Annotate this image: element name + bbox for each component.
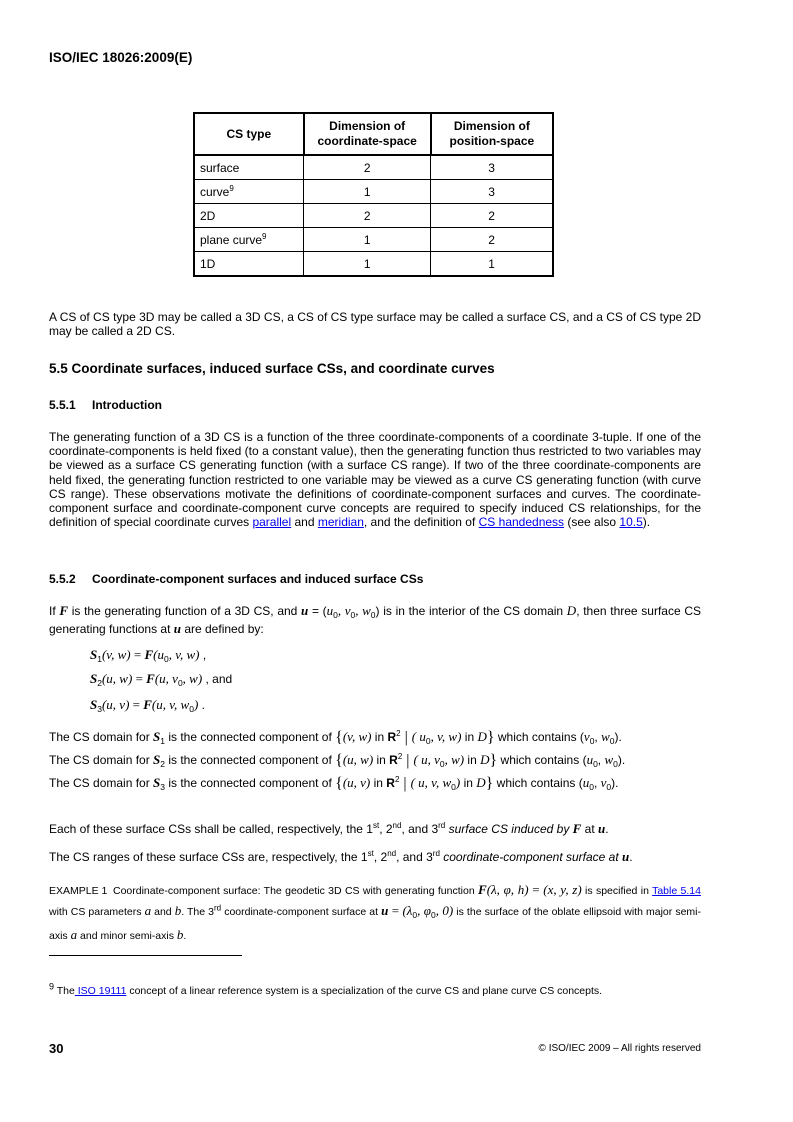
brace-close: } — [489, 752, 498, 769]
math-S: S — [153, 729, 161, 744]
cell-cs-type — [194, 155, 304, 180]
math-u: u — [598, 821, 606, 836]
math-S: S — [153, 775, 161, 790]
text: in — [371, 730, 388, 744]
ordinal: st — [372, 821, 380, 830]
header-line: position-space — [449, 134, 535, 148]
brace-close: } — [485, 775, 494, 792]
math-pair: (v, w) — [342, 729, 372, 744]
footnote-divider — [49, 955, 242, 956]
math-F: F — [144, 647, 154, 662]
header-line: Dimension of — [453, 119, 530, 133]
cs-type-label: 2D — [200, 208, 216, 223]
body-text: The generating function of a 3D CS is a function of the three coordinate-components of a coordinate 3-tuple. If one of the coordinate-components is held fixed (to a constant value), then the generating function thus restricted to two variables may be viewed as a surface CS generating function (with a surface CS range). If two of the three coordinate-components are held fixed, the generating function restricted to one variable may be viewed as a curve CS generating function (with curve CS range). These observations motivate the definitions of coordinate-component surfaces and curves. The coordinate-component surface and coordinate-component curve concepts are required to specify induced CS relationships, for the definition of special coordinate curves — [49, 430, 701, 530]
math-R: R — [387, 730, 397, 744]
math-F: F — [143, 697, 152, 712]
text: is the connected component of — [165, 753, 336, 767]
text: , 2 — [379, 822, 393, 836]
subscript: 0 — [439, 759, 445, 769]
math-u: u — [301, 603, 309, 618]
subscript: 0 — [177, 678, 183, 688]
text: in — [461, 730, 478, 744]
brace-open: { — [335, 775, 343, 792]
text: , and the definition of — [363, 515, 479, 530]
cs-ranges-paragraph — [49, 850, 701, 864]
cell-coordinate-dimension: 1 — [304, 228, 431, 252]
cell-coordinate-dimension: 1 — [304, 180, 431, 204]
subscript: 1 — [97, 654, 102, 664]
text: , — [199, 648, 207, 662]
cell-coordinate-dimension: 2 — [304, 155, 431, 180]
math-S: S — [90, 647, 98, 662]
link-meridian[interactable]: meridian — [317, 515, 364, 530]
text: at — [581, 822, 599, 836]
induced-surface-paragraph — [49, 822, 701, 836]
math-cond: ) — [455, 775, 461, 790]
text: concept of a linear reference system is a specialization of the curve CS and plane curve CS concepts. — [126, 985, 603, 997]
math-F: F — [59, 603, 69, 618]
text: . — [605, 822, 609, 836]
text: = ( — [308, 604, 327, 618]
text: is the connected component of — [165, 730, 336, 744]
divider-bar: | — [400, 729, 412, 746]
ordinal: rd — [214, 903, 222, 913]
text: and minor semi-axis — [77, 930, 177, 942]
section-5-5-2-heading — [49, 572, 423, 586]
math-u: u — [173, 621, 181, 637]
copyright-notice: © ISO/IEC 2009 – All rights reserved — [538, 1043, 701, 1054]
text: which contains ( — [497, 753, 587, 767]
math-args: (u — [153, 647, 164, 662]
math-R: R — [386, 776, 395, 790]
ordinal: rd — [438, 821, 446, 830]
math-var: v — [600, 775, 607, 790]
math-args: , v, w) — [168, 647, 200, 662]
header-coordinate-space — [304, 113, 431, 155]
math-var: w — [601, 729, 610, 744]
math-cond: ( u — [411, 729, 426, 744]
brace-close: } — [486, 729, 495, 746]
superscript: 2 — [394, 775, 400, 784]
text: ) is in the interior of the CS domain — [375, 604, 567, 618]
subscript: 3 — [160, 782, 166, 792]
brace-open: { — [335, 729, 343, 746]
text: which contains ( — [493, 776, 583, 790]
text: , and — [202, 672, 233, 686]
math-S: S — [90, 671, 98, 686]
math-args: , w) — [182, 671, 203, 686]
math-cond: ( u, v, w — [410, 775, 452, 790]
text: in — [370, 776, 387, 790]
superscript: 2 — [396, 729, 401, 738]
surface-equation — [90, 647, 206, 664]
text: The CS domain for — [49, 753, 154, 767]
link-parallel[interactable]: parallel — [252, 515, 292, 530]
link-cs-handedness[interactable]: CS handedness — [478, 515, 565, 530]
math-u: u — [381, 903, 389, 918]
introduction-paragraph — [49, 430, 701, 529]
page-number: 30 — [49, 1041, 64, 1056]
math-b: b — [174, 903, 182, 918]
text: and — [291, 515, 318, 530]
math-eq: = — [528, 882, 544, 897]
link-iso-19111[interactable]: ISO 19111 — [74, 985, 127, 997]
brace-open: { — [335, 752, 343, 769]
text: ). — [617, 753, 626, 767]
cs-domain-sentence: The CS domain for $S_2$ is the connected component of {(u, w) in $R^2$ | ( u, $v_0$, w) in D} which contains ($u_0$, $w_0$). — [49, 752, 626, 769]
ordinal: nd — [392, 821, 402, 830]
cs-domain-sentence: The CS domain for $S_1$ is the connected component of {(v, w) in $R^2$ | ( $u_0$, v, w) in D} which contains ($v_0$, $w_0$). — [49, 729, 622, 746]
subscript: 2 — [97, 678, 102, 688]
text: is the generating function of a 3D CS, and — [68, 604, 302, 618]
text: which contains ( — [494, 730, 584, 744]
math-args: ) — [193, 697, 199, 712]
link-table-5-14[interactable]: Table 5.14 — [652, 885, 701, 897]
text: The CS ranges of these surface CSs are, respectively, the 1 — [49, 850, 368, 864]
text: ). — [614, 730, 622, 744]
ordinal: nd — [387, 849, 397, 858]
math-S: S — [153, 752, 161, 767]
ordinal: rd — [432, 849, 440, 858]
text: . — [183, 930, 187, 942]
math-var: w — [604, 752, 614, 767]
text: is the surface of the oblate ellipsoid with major semi-axis — [49, 906, 701, 942]
math-R: R — [389, 753, 398, 767]
defined-term: coordinate-component surface at — [439, 850, 623, 864]
document-id-header: ISO/IEC 18026:2009(E) — [49, 50, 193, 65]
section-5-5-1-heading — [49, 398, 162, 412]
cell-position-dimension: 3 — [431, 180, 553, 204]
ordinal: st — [367, 849, 374, 858]
table-row — [194, 252, 553, 277]
header-cs-type: CS type — [194, 113, 304, 155]
cell-cs-type — [194, 180, 304, 204]
cell-cs-type — [194, 252, 304, 277]
surface-equation — [90, 697, 205, 714]
text: . The 3 — [181, 906, 215, 918]
math-var: u — [582, 775, 590, 790]
footnote-ref[interactable]: 9 — [229, 183, 234, 193]
text: The CS domain for — [49, 730, 154, 744]
math-b: b — [176, 927, 184, 942]
text: , and 3 — [396, 850, 433, 864]
example-1 — [49, 880, 701, 946]
math-D: D — [480, 752, 490, 767]
text: , and 3 — [401, 822, 439, 836]
example-label: EXAMPLE 1 — [49, 885, 108, 897]
cs-type-label: plane curve — [200, 232, 263, 247]
table-header-row — [194, 113, 553, 155]
math-args: (u, v, w — [151, 697, 190, 712]
text: coordinate-component surface at — [221, 906, 382, 918]
table-row — [194, 180, 553, 204]
math-pair: (u, w) — [342, 752, 374, 767]
footnote-marker: 9 — [49, 981, 55, 992]
math-eq: = — [129, 697, 144, 712]
text: . — [629, 850, 633, 864]
cell-coordinate-dimension: 2 — [304, 204, 431, 228]
text: in — [460, 776, 477, 790]
text: The CS domain for — [49, 776, 154, 790]
math-tuple: $u_0$, $v_0$, $w_0$ — [326, 603, 376, 620]
superscript: 2 — [397, 752, 403, 761]
math-args: (u, v — [154, 671, 178, 686]
math-S: S — [90, 697, 98, 712]
subscript: 0 — [425, 736, 431, 746]
section-5-5-heading: 5.5 Coordinate surfaces, induced surface CSs, and coordinate curves — [49, 361, 495, 376]
text: ). — [611, 776, 619, 790]
defined-term: surface CS induced by — [445, 822, 573, 836]
cell-position-dimension: 2 — [431, 228, 553, 252]
math-a: a — [144, 903, 152, 918]
math-var: v — [583, 729, 590, 744]
math-D: D — [477, 729, 487, 744]
table-row — [194, 228, 553, 252]
surface-equation — [90, 671, 232, 688]
header-position-space — [431, 113, 553, 155]
subscript: 0 — [189, 704, 194, 714]
subscript: 1 — [160, 736, 166, 746]
text: , 2 — [373, 850, 388, 864]
cs-domain-sentence: The CS domain for $S_3$ is the connected component of {(u, v) in $R^2$ | ( u, v, $w_0$) in D} which contains ($u_0$, $v_0$). — [49, 775, 619, 792]
generating-function-paragraph — [49, 604, 701, 636]
footnote-ref[interactable]: 9 — [262, 231, 267, 241]
math-eq: = — [388, 903, 403, 918]
section-number: 5.5.1 — [49, 398, 76, 412]
math-args: (v, w) — [101, 647, 131, 662]
link-section-10-5[interactable]: 10.5 — [619, 515, 643, 530]
math-D: D — [566, 603, 577, 618]
math-cond: , w) — [444, 752, 465, 767]
table-row — [194, 155, 553, 180]
subscript: 0 — [163, 654, 169, 664]
header-line: Dimension of — [329, 119, 406, 133]
divider-bar: | — [399, 775, 411, 792]
section-number: 5.5.2 — [49, 572, 76, 586]
math-pair: (u, v) — [342, 775, 371, 790]
header-line: coordinate-space — [317, 134, 417, 148]
text: is specified in — [581, 885, 653, 897]
text: , then three surface CS generating functions at — [49, 604, 701, 637]
math-D: D — [476, 775, 486, 790]
text: with CS parameters — [49, 906, 145, 918]
text: in — [373, 753, 390, 767]
cs-type-label: 1D — [200, 256, 216, 271]
cell-position-dimension: 1 — [431, 252, 553, 277]
text: Coordinate-component surface: The geodetic 3D CS with generating function — [113, 885, 479, 897]
cell-cs-type — [194, 228, 304, 252]
text: is the connected component of — [165, 776, 336, 790]
math-eq: = — [132, 671, 147, 686]
cell-position-dimension: 2 — [431, 204, 553, 228]
divider-bar: | — [402, 752, 414, 769]
math-F: F — [478, 882, 487, 897]
math-args: (u, w) — [101, 671, 133, 686]
cell-coordinate-dimension: 1 — [304, 252, 431, 277]
section-title: Introduction — [92, 398, 162, 412]
text: . — [198, 698, 205, 712]
text: If — [49, 604, 60, 618]
text: The — [54, 985, 75, 997]
table-row — [194, 204, 553, 228]
text: Each of these surface CSs shall be called, respectively, the 1 — [49, 822, 373, 836]
text: are defined by: — [181, 622, 264, 637]
text: in — [464, 753, 481, 767]
math-F: F — [146, 671, 155, 686]
math-u-value: ($\lambda_0$, $\varphi_0$, 0) — [402, 903, 454, 920]
cell-position-dimension: 3 — [431, 155, 553, 180]
cell-cs-type — [194, 204, 304, 228]
cs-type-label: curve — [200, 184, 230, 199]
math-result: (x, y, z) — [543, 882, 582, 897]
math-var: u — [586, 752, 594, 767]
math-u: u — [622, 849, 630, 864]
footnote-9 — [49, 981, 603, 997]
text: (see also — [564, 515, 620, 530]
math-a: a — [70, 927, 78, 942]
section-title: Coordinate-component surfaces and induced surface CSs — [92, 572, 424, 586]
math-args: (u, v) — [101, 697, 130, 712]
text: and — [151, 906, 175, 918]
cs-type-table — [193, 112, 554, 277]
math-cond: ( u, v — [413, 752, 440, 767]
math-cond: , v, w) — [430, 729, 462, 744]
cs-type-label: surface — [200, 160, 240, 175]
math-args: (λ, φ, h) — [486, 882, 529, 897]
subscript: 0 — [451, 782, 456, 792]
cs-type-naming-paragraph: A CS of CS type 3D may be called a 3D CS, a CS of CS type surface may be called a surface CS, and a CS of CS type 2D may be called a 2D CS. — [49, 310, 701, 339]
math-eq: = — [130, 647, 145, 662]
subscript: 3 — [97, 704, 102, 714]
math-F: F — [572, 821, 582, 836]
subscript: 2 — [160, 759, 166, 769]
text: ). — [642, 515, 651, 530]
